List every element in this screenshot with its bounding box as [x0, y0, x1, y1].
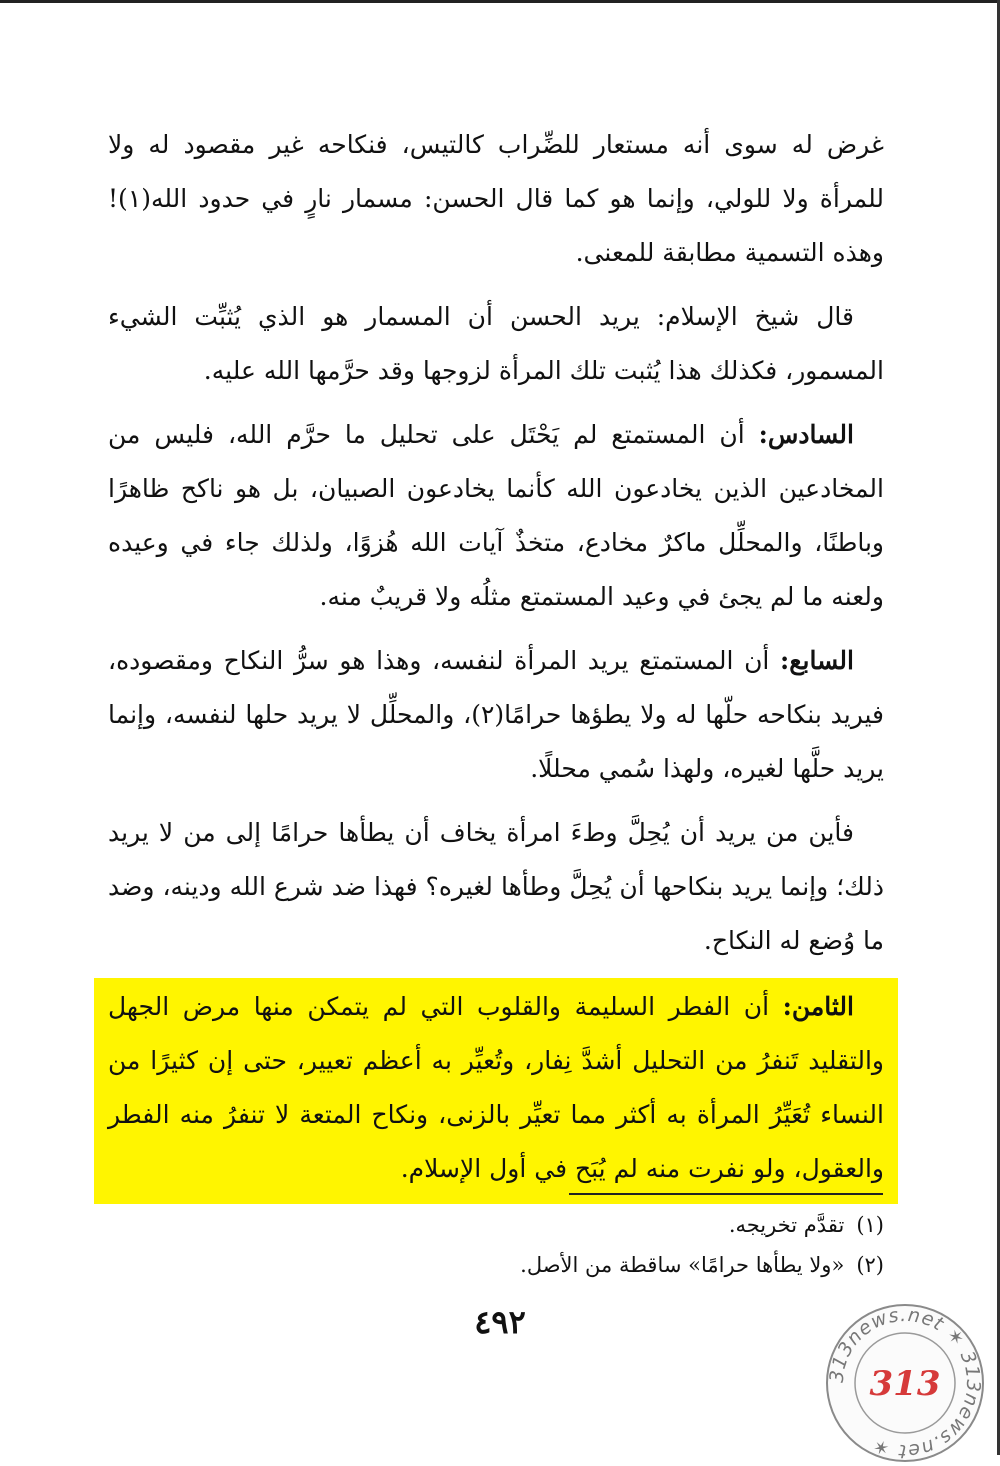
paragraph-text: قال شيخ الإسلام: يريد الحسن أن المسمار هو الذي يُثبِّت الشيء المسمور، فكذلك هذا يُثبت تلك المرأة لزوجها وقد حرَّمها الله عليه. [108, 302, 884, 385]
footnote-number: (١) [856, 1213, 884, 1237]
footnote-2 [244, 1245, 884, 1285]
paragraph-2 [108, 290, 884, 398]
watermark-stamp-icon [822, 1300, 988, 1466]
page-body [108, 118, 884, 1204]
highlighted-passage [94, 978, 898, 1204]
svg-text:313news.net ✶ 313news.net ✶: 313news.net ✶ 313news.net ✶ [825, 1303, 985, 1463]
paragraph-lead: السابع: [780, 646, 854, 675]
svg-text:313: 313 [869, 1364, 941, 1404]
paragraph-text: أن المستمتع لم يَحْتَل على تحليل ما حرَّم الله، فليس من المخادعين الذين يخادعون الله كأنما يخادعون الصبيان، بل هو ناكح ظاهرًا وباطنًا، والمحلِّل ماكرٌ مخادع، متخذٌ آيات الله هُزوًا، ولذلك جاء في وعيده ولعنه ما لم يجئ في وعيد المستمتع مثلُه ولا قريبٌ منه. [108, 420, 884, 611]
paragraph-seventh [108, 634, 884, 796]
footnote-number: (٢) [856, 1253, 884, 1277]
paragraph-text: فأين من يريد أن يُحِلَّ وطءَ امرأة يخاف أن يطأها حرامًا إلى من لا يريد ذلك؛ وإنما يريد بنكاحها أن يُحِلَّ وطأها لغيره؟ فهذا ضد شرع الله ودينه، وضد ما وُضع له النكاح. [108, 818, 884, 955]
paragraph-text: غرض له سوى أنه مستعار للضِّراب كالتيس، فنكاحه غير مقصود له ولا للمرأة ولا للولي، وإنما هو كما قال الحسن: مسمار نارٍ في حدود الله(١)! وهذه التسمية مطابقة للمعنى. [108, 130, 884, 267]
paragraph-text: أن الفطر السليمة والقلوب التي لم يتمكن منها مرض الجهل والتقليد تَنفرُ من التحليل أشدَّ نِفار، وتُعيِّر به أعظم تعيير، حتى إن كثيرًا من النساء تُعَيِّرُ المرأة به أكثر مما تعيِّر بالزنى، ونكاح المتعة لا تنفرُ منه الفطر والعقول، ولو نفرت منه لم يُبَح في أول الإسلام. [108, 992, 884, 1183]
footnote-divider [569, 1193, 883, 1195]
paragraph-1 [108, 118, 884, 280]
paragraph-5 [108, 806, 884, 968]
footnote-1 [244, 1205, 884, 1245]
page-top-edge [0, 0, 1000, 3]
footnote-text: «ولا يطأها حرامًا» ساقطة من الأصل. [520, 1253, 845, 1277]
paragraph-sixth [108, 408, 884, 624]
paragraph-eighth [108, 980, 884, 1196]
page-number: ٤٩٢ [474, 1303, 526, 1341]
footnote-text: تقدَّم تخريجه. [728, 1213, 845, 1237]
paragraph-lead: الثامن: [782, 992, 854, 1021]
footnotes [244, 1205, 884, 1285]
paragraph-lead: السادس: [758, 420, 854, 449]
paragraph-text: أن المستمتع يريد المرأة لنفسه، وهذا هو سرُّ النكاح ومقصوده، فيريد بنكاحه حلّها له ولا يطؤها حرامًا(٢)، والمحلِّل لا يريد حلها لنفسه، وإنما يريد حلَّها لغيره، ولهذا سُمي محللًا. [108, 646, 884, 783]
